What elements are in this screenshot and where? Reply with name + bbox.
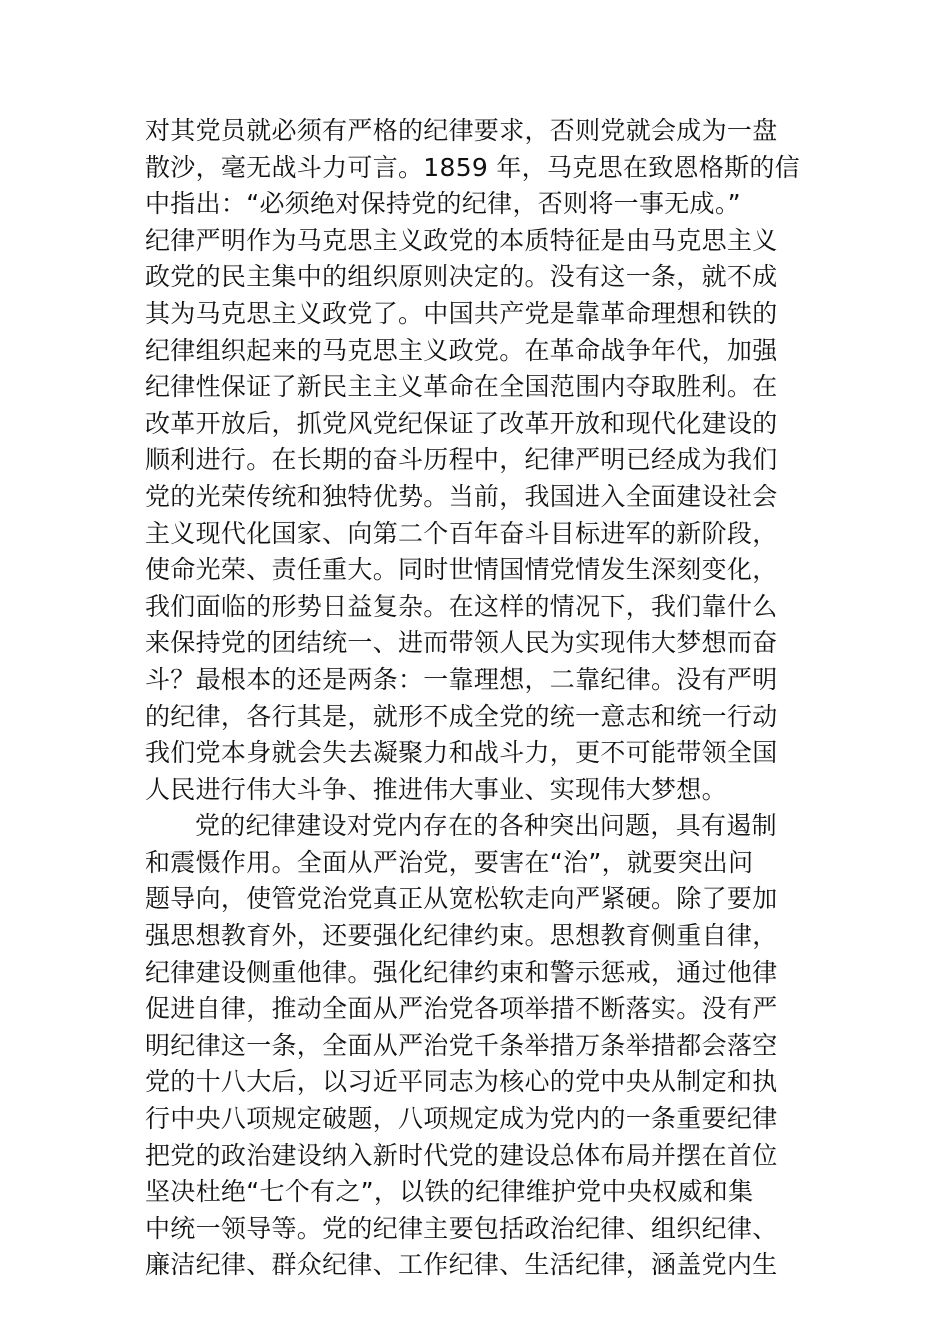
text-line: 斗？最根本的还是两条：一靠理想，二靠纪律。没有严明 [145, 664, 778, 694]
text-line: 政党的民主集中的组织原则决定的。没有这一条，就不成 [145, 262, 778, 292]
text-line: 强思想教育外，还要强化纪律约束。思想教育侧重自律， [145, 921, 778, 951]
text-line: 中指出：“必须绝对保持党的纪律，否则将一事无成。” [145, 189, 741, 219]
text-line: 中统一领导等。党的纪律主要包括政治纪律、组织纪律、 [145, 1213, 778, 1243]
text-line: 我们面临的形势日益复杂。在这样的情况下，我们靠什么 [145, 591, 778, 621]
text-line: 顺利进行。在长期的奋斗历程中，纪律严明已经成为我们 [145, 445, 778, 475]
text-line: 坚决杜绝“七个有之”，以铁的纪律维护党中央权威和集 [145, 1177, 754, 1207]
text-line: 主义现代化国家、向第二个百年奋斗目标进军的新阶段， [145, 518, 778, 548]
text-line: 党的光荣传统和独特优势。当前，我国进入全面建设社会 [145, 481, 778, 511]
text-line: 纪律建设侧重他律。强化纪律约束和警示惩戒，通过他律 [145, 957, 778, 987]
text-line: 把党的政治建设纳入新时代党的建设总体布局并摆在首位 [145, 1140, 778, 1170]
text-line: 纪律组织起来的马克思主义政党。在革命战争年代，加强 [145, 335, 778, 365]
text-line: 题导向，使管党治党真正从宽松软走向严紧硬。除了要加 [145, 884, 778, 914]
text-line: 廉洁纪律、群众纪律、工作纪律、生活纪律，涵盖党内生 [145, 1250, 778, 1280]
body-text [145, 113, 810, 1284]
text-line: 的纪律，各行其是，就形不成全党的统一意志和统一行动 [145, 701, 778, 731]
text-line: 其为马克思主义政党了。中国共产党是靠革命理想和铁的 [145, 298, 778, 328]
text-line: 散沙，毫无战斗力可言。1859 年，马克思在致恩格斯的信 [145, 152, 800, 182]
paragraph-start-line: 党的纪律建设对党内存在的各种突出问题，具有遏制 [195, 811, 777, 841]
text-line: 人民进行伟大斗争、推进伟大事业、实现伟大梦想。 [145, 774, 727, 804]
text-line: 对其党员就必须有严格的纪律要求，否则党就会成为一盘 [145, 116, 778, 145]
text-line: 和震慑作用。全面从严治党，要害在“治”，就要突出问 [145, 847, 754, 877]
text-line: 行中央八项规定破题，八项规定成为党内的一条重要纪律 [145, 1104, 778, 1134]
text-line: 使命光荣、责任重大。同时世情国情党情发生深刻变化， [145, 555, 778, 585]
text-line: 我们党本身就会失去凝聚力和战斗力，更不可能带领全国 [145, 738, 778, 768]
text-line: 来保持党的团结统一、进而带领人民为实现伟大梦想而奋 [145, 628, 778, 658]
text-line: 党的十八大后，以习近平同志为核心的党中央从制定和执 [145, 1067, 778, 1097]
text-line: 明纪律这一条，全面从严治党千条举措万条举措都会落空 [145, 1030, 778, 1060]
text-line: 纪律严明作为马克思主义政党的本质特征是由马克思主义 [145, 225, 778, 255]
text-line: 纪律性保证了新民主主义革命在全国范围内夺取胜利。在 [145, 372, 778, 402]
text-line: 促进自律，推动全面从严治党各项举措不断落实。没有严 [145, 994, 778, 1024]
text-line: 改革开放后，抓党风党纪保证了改革开放和现代化建设的 [145, 408, 778, 438]
